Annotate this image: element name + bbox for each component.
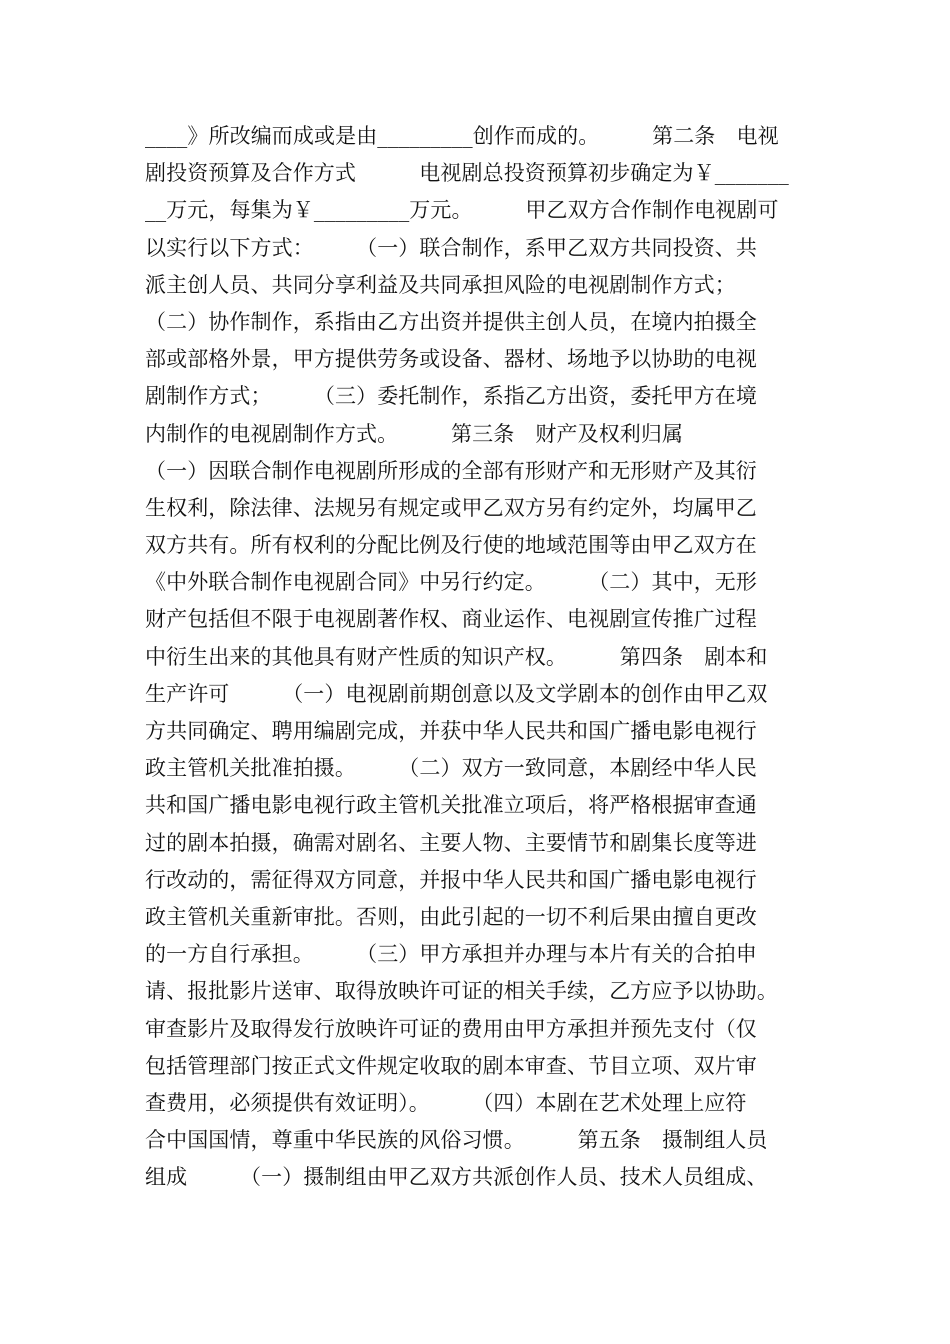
text-line-12: 双方共有。所有权利的分配比例及行使的地域范围等由甲乙双方在 — [145, 533, 757, 558]
text-line-20: 过的剧本拍摄，确需对剧名、主要人物、主要情节和剧集长度等进 — [145, 830, 757, 855]
text-line-5: 派主创人员、共同分享利益及共同承担风险的电视剧制作方式； — [145, 272, 768, 297]
text-line-23: 的一方自行承担。 （三）甲方承担并办理与本片有关的合拍申 — [145, 942, 757, 967]
text-line-4: 以实行以下方式： （一）联合制作，系甲乙双方共同投资、共 — [145, 235, 757, 260]
text-line-21: 行改动的，需征得双方同意，并报中华人民共和国广播电影电视行 — [145, 867, 757, 892]
text-line-11: 生权利，除法律、法规另有规定或甲乙双方另有约定外，均属甲乙 — [145, 495, 757, 520]
contract-text-body — [145, 118, 805, 1196]
text-line-27: 查费用，必须提供有效证明）。 （四）本剧在艺术处理上应符 — [145, 1090, 747, 1115]
text-line-28: 合中国国情，尊重中华民族的风俗习惯。 第五条 摄制组人员 — [145, 1128, 768, 1153]
text-line-16: 生产许可 （一）电视剧前期创意以及文学剧本的创作由甲乙双 — [145, 681, 768, 706]
text-line-17: 方共同确定、聘用编剧完成，并获中华人民共和国广播电影电视行 — [145, 719, 757, 743]
text-line-22: 政主管机关重新审批。否则，由此引起的一切不利后果由擅自更改 — [145, 904, 757, 929]
text-line-19: 共和国广播电影电视行政主管机关批准立项后，将严格根据审查通 — [145, 793, 757, 818]
text-line-1: ____》所改编而成或是由_________创作而成的。 第二条 电视 — [145, 124, 779, 148]
text-line-9: 内制作的电视剧制作方式。 第三条 财产及权利归属 — [145, 421, 747, 446]
text-line-2: 剧投资预算及合作方式 电视剧总投资预算初步确定为￥_______ — [145, 161, 789, 186]
text-line-10: （一）因联合制作电视剧所形成的全部有形财产和无形财产及其衍 — [145, 458, 757, 483]
text-line-3: __万元，每集为￥_________万元。 甲乙双方合作制作电视剧可 — [145, 198, 779, 223]
text-line-8: 剧制作方式； （三）委托制作，系指乙方出资，委托甲方在境 — [145, 384, 757, 409]
text-line-26: 包括管理部门按正式文件规定收取的剧本审查、节目立项、双片审 — [145, 1053, 757, 1078]
text-line-13: 《中外联合制作电视剧合同》中另行约定。 （二）其中，无形 — [145, 570, 757, 595]
text-line-18: 政主管机关批准拍摄。 （二）双方一致同意，本剧经中华人民 — [145, 756, 757, 781]
text-line-14: 财产包括但不限于电视剧著作权、商业运作、电视剧宣传推广过程 — [145, 607, 757, 632]
text-line-7: 部或部格外景，甲方提供劳务或设备、器材、场地予以协助的电视 — [145, 347, 757, 372]
text-line-6: （二）协作制作，系指由乙方出资并提供主创人员，在境内拍摄全 — [145, 309, 757, 334]
text-line-25: 审查影片及取得发行放映许可证的费用由甲方承担并预先支付（仅 — [145, 1016, 757, 1041]
text-line-29: 组成 （一）摄制组由甲乙双方共派创作人员、技术人员组成、 — [145, 1165, 768, 1190]
text-line-15: 中衍生出来的其他具有财产性质的知识产权。 第四条 剧本和 — [145, 644, 768, 669]
text-line-24: 请、报批影片送审、取得放映许可证的相关手续，乙方应予以协助。 — [145, 979, 778, 1004]
